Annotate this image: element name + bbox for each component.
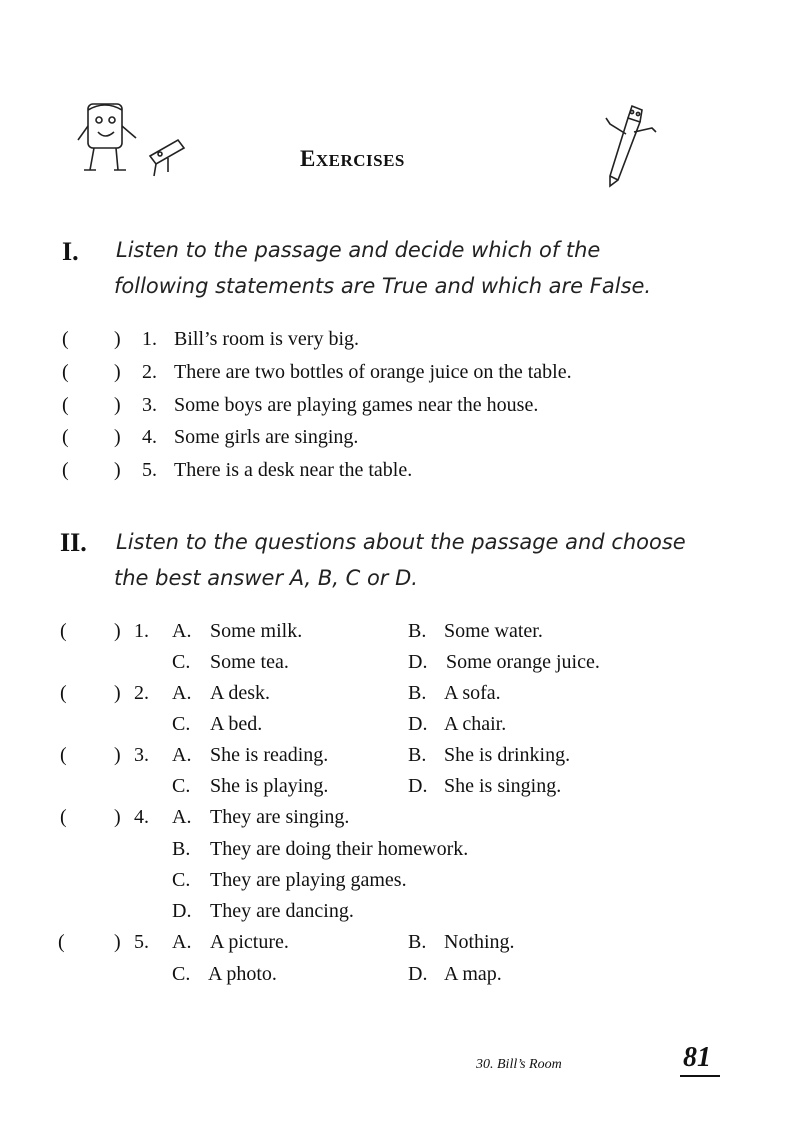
footer-lesson-title: 30. Bill’s Room [476,1057,562,1072]
answer-blank-open: ( [60,620,67,642]
option-letter: D. [408,963,428,985]
question-number: 2. [134,682,149,704]
option-letter: C. [172,869,191,891]
option-text: She is reading. [210,744,329,766]
section-2-instruction-line2: the best answer A, B, C or D. [114,566,418,590]
statement-text: Some girls are singing. [174,426,359,448]
answer-blank-close: ) [114,806,121,828]
cartoon-pencil-icon [598,98,668,190]
answer-blank-open: ( [62,361,69,383]
answer-blank-close: ) [114,361,121,383]
section-1-numeral: I. [62,237,79,266]
option-text: A desk. [210,682,270,704]
item-number: 4. [142,426,157,448]
option-text: Some water. [444,620,543,642]
answer-blank-close: ) [114,459,121,481]
answer-blank-close: ) [114,744,121,766]
page-number: 81 [683,1042,711,1073]
option-letter: A. [172,744,192,766]
option-text: They are doing their homework. [210,838,469,860]
answer-blank-close: ) [114,426,121,448]
option-text: They are singing. [210,806,350,828]
answer-blank-close: ) [114,620,121,642]
answer-blank-open: ( [58,931,65,953]
question-number: 1. [134,620,149,642]
option-letter: B. [408,620,427,642]
option-text: She is singing. [444,775,562,797]
statement-text: Bill’s room is very big. [174,328,359,350]
option-text: Some tea. [210,651,289,673]
answer-blank-open: ( [60,744,67,766]
page-title [300,146,405,172]
option-letter: A. [172,682,192,704]
option-letter: C. [172,713,191,735]
option-letter: B. [408,744,427,766]
option-letter: C. [172,963,191,985]
cartoon-eraser-and-sharpener-icon [74,96,194,188]
option-text: Some milk. [210,620,303,642]
question-number: 5. [134,931,149,953]
answer-blank-open: ( [60,682,67,704]
answer-blank-open: ( [62,426,69,448]
answer-blank-close: ) [114,394,121,416]
option-text: She is drinking. [444,744,571,766]
option-text: A chair. [444,713,507,735]
option-letter: C. [172,775,191,797]
statement-text: There are two bottles of orange juice on the table. [174,361,572,383]
answer-blank-open: ( [62,328,69,350]
title-first-letter: E [300,146,316,171]
option-letter: C. [172,651,191,673]
statement-text: There is a desk near the table. [174,459,413,481]
item-number: 3. [142,394,157,416]
section-1-instruction-line1: Listen to the passage and decide which of the [116,238,601,262]
option-letter: A. [172,931,192,953]
option-letter: B. [408,931,427,953]
section-2-numeral: II. [60,528,87,557]
option-letter: B. [172,838,191,860]
question-number: 4. [134,806,149,828]
page-number-underline [680,1075,720,1077]
answer-blank-close: ) [114,931,121,953]
section-1-instruction-line2: following statements are True and which are False. [114,274,652,298]
question-number: 3. [134,744,149,766]
section-2-instruction-line1: Listen to the questions about the passage and choose [116,530,686,554]
option-text: A sofa. [444,682,501,704]
option-letter: A. [172,620,192,642]
answer-blank-open: ( [62,394,69,416]
option-letter: D. [408,775,428,797]
option-text: A photo. [208,963,277,985]
option-text: Nothing. [444,931,515,953]
option-letter: B. [408,682,427,704]
statement-text: Some boys are playing games near the house. [174,394,539,416]
option-text: They are dancing. [210,900,354,922]
option-letter: D. [172,900,192,922]
answer-blank-close: ) [114,328,121,350]
option-letter: D. [408,713,428,735]
option-letter: A. [172,806,192,828]
option-text: She is playing. [210,775,329,797]
item-number: 5. [142,459,157,481]
answer-blank-close: ) [114,682,121,704]
answer-blank-open: ( [62,459,69,481]
item-number: 1. [142,328,157,350]
option-text: A picture. [210,931,289,953]
title-rest: XERCISES [315,151,405,170]
item-number: 2. [142,361,157,383]
option-text: Some orange juice. [446,651,600,673]
option-text: They are playing games. [210,869,407,891]
option-text: A bed. [210,713,263,735]
option-letter: D. [408,651,428,673]
answer-blank-open: ( [60,806,67,828]
option-text: A map. [444,963,502,985]
